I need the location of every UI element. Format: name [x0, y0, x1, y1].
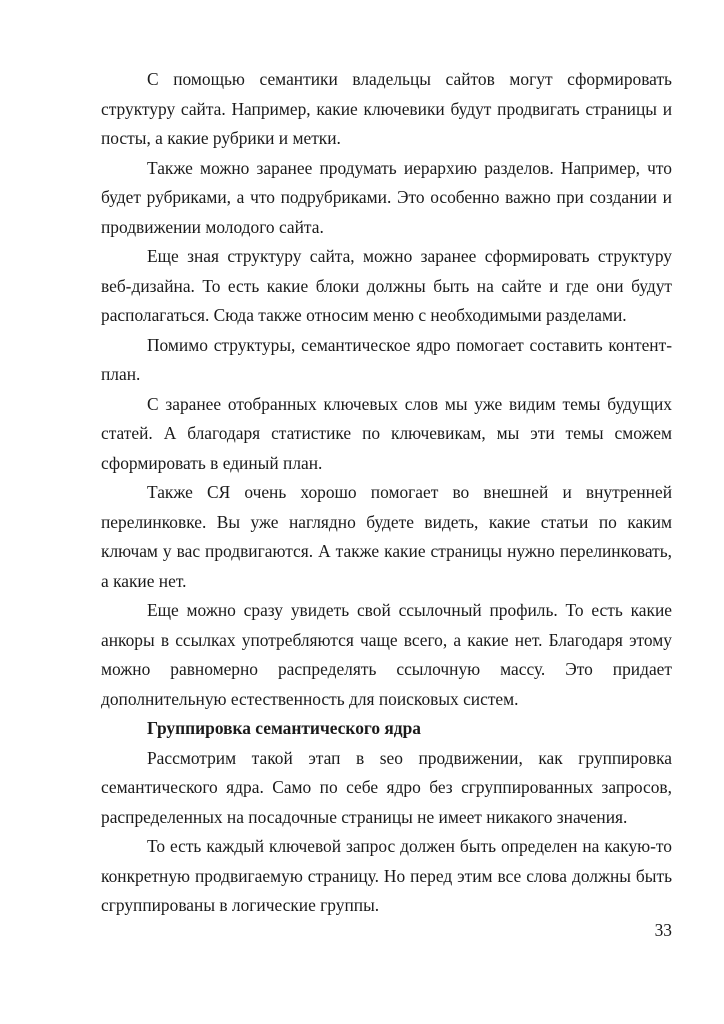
paragraph: Рассмотрим такой этап в seo продвижении, как группировка семантического ядра. Само по себе ядро без сгруппированных запросов, распределенных на посадочные страницы не имеет никакого значения. — [101, 747, 672, 827]
document-body — [101, 65, 672, 921]
paragraph: С заранее отобранных ключевых слов мы уже видим темы будущих статей. А благодаря статистике по ключевикам, мы эти темы сможем сформировать в единый план. — [101, 393, 672, 473]
paragraph: То есть каждый ключевой запрос должен быть определен на какую-то конкретную продвигаемую страницу. Но перед этим все слова должны быть сгруппированы в логические группы. — [101, 836, 672, 915]
paragraph: Еще зная структуру сайта, можно заранее сформировать структуру веб-дизайна. То есть какие блоки должны быть на сайте и где они будут располагаться. Сюда также относим меню с необходимыми разделами. — [101, 246, 672, 325]
paragraph: С помощью семантики владельцы сайтов могут сформировать структуру сайта. Например, какие ключевики будут продвигать страницы и посты, а какие рубрики и метки. — [101, 69, 672, 148]
section-heading: Группировка семантического ядра — [147, 718, 421, 738]
paragraph: Также СЯ очень хорошо помогает во внешней и внутренней перелинковке. Вы уже наглядно будете видеть, какие статьи по каким ключам у вас продвигаются. А также какие страницы нужно перелинковать, а какие нет. — [101, 482, 672, 591]
paragraph: Помимо структуры, семантическое ядро помогает составить контент-план. — [101, 334, 672, 384]
page-number: 33 — [654, 920, 672, 940]
paragraph: Также можно заранее продумать иерархию разделов. Например, что будет рубриками, а что подрубриками. Это особенно важно при создании и продвижении молодого сайта. — [101, 157, 672, 237]
paragraph: Еще можно сразу увидеть свой ссылочный профиль. То есть какие анкоры в ссылках употребляются чаще всего, а какие нет. Благодаря этому можно равномерно распределять ссылочную массу. Это придает дополнительную естественность для поисковых систем. — [101, 600, 672, 709]
